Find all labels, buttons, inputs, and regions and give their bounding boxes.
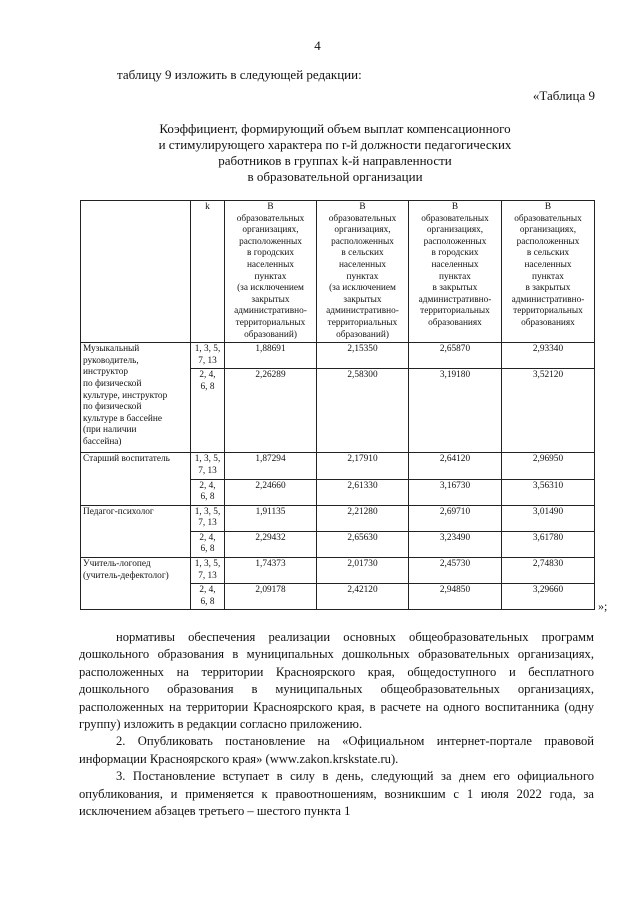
value-cell: 1,74373 <box>225 558 317 584</box>
k-groups: 2, 4, 6, 8 <box>191 584 225 610</box>
k-groups: 2, 4, 6, 8 <box>191 479 225 505</box>
value-cell: 2,15350 <box>317 343 409 369</box>
value-cell: 2,26289 <box>225 369 317 453</box>
k-groups: 1, 3, 5, 7, 13 <box>191 343 225 369</box>
paragraph-norms: нормативы обеспечения реализации основных общеобразовательных программ дошкольного образования в муниципальных дошкольных образовательных организациях, расположенных на территории Красноярского края, общедоступного и бесплатного дошкольного образования в муниципальных общеобразовательных организациях, расположенных на территории Красноярского края, в расчете на одного воспитанника (одну группу) изложить в редакции согласно приложению. <box>79 630 594 732</box>
value-cell: 2,24660 <box>225 479 317 505</box>
value-cell: 2,17910 <box>317 453 409 479</box>
table-row <box>81 343 595 369</box>
value-cell: 2,65630 <box>317 531 409 557</box>
position-name: Старший воспитатель <box>81 453 191 505</box>
value-cell: 3,01490 <box>502 505 595 531</box>
value-cell: 1,91135 <box>225 505 317 531</box>
value-cell: 3,19180 <box>409 369 502 453</box>
position-name: Музыкальный руководитель, инструктор по физической культуре, инструктор по физической культуре в бассейне (при наличии бассейна) <box>81 343 191 453</box>
value-cell: 2,29432 <box>225 531 317 557</box>
position-name: Педагог-психолог <box>81 505 191 557</box>
value-cell: 2,74830 <box>502 558 595 584</box>
value-cell: 2,65870 <box>409 343 502 369</box>
value-cell: 2,96950 <box>502 453 595 479</box>
value-cell: 3,23490 <box>409 531 502 557</box>
paragraph-3: 3. Постановление вступает в силу в день, следующий за днем его официального опубликования, и применяется к правоотношениям, возникшим с 1 июля 2022 года, за исключением абзацев третьего – шестого пункта 1 <box>79 769 594 819</box>
k-groups: 1, 3, 5, 7, 13 <box>191 505 225 531</box>
header-rural: В образовательных организациях, расположенных в сельских населенных пунктах (за исключением закрытых административно- территориальных образований) <box>317 201 409 343</box>
table-row <box>81 453 595 479</box>
header-k: k <box>191 201 225 343</box>
value-cell: 2,69710 <box>409 505 502 531</box>
k-groups: 1, 3, 5, 7, 13 <box>191 453 225 479</box>
title-line: Коэффициент, формирующий объем выплат компенсационного <box>159 121 511 136</box>
value-cell: 3,56310 <box>502 479 595 505</box>
table-row <box>81 558 595 584</box>
k-groups: 2, 4, 6, 8 <box>191 531 225 557</box>
value-cell: 2,45730 <box>409 558 502 584</box>
value-cell: 2,94850 <box>409 584 502 610</box>
k-groups: 1, 3, 5, 7, 13 <box>191 558 225 584</box>
value-cell: 3,29660 <box>502 584 595 610</box>
header-urban: В образовательных организациях, расположенных в городских населенных пунктах (за исключением закрытых административно- территориальных образований) <box>225 201 317 343</box>
coefficient-table <box>80 200 595 610</box>
k-groups: 2, 4, 6, 8 <box>191 369 225 453</box>
header-urban-zato: В образовательных организациях, расположенных в городских населенных пунктах в закрытых административно- территориальных образованиях <box>409 201 502 343</box>
value-cell: 3,16730 <box>409 479 502 505</box>
value-cell: 2,09178 <box>225 584 317 610</box>
value-cell: 2,21280 <box>317 505 409 531</box>
value-cell: 3,61780 <box>502 531 595 557</box>
value-cell: 2,01730 <box>317 558 409 584</box>
body-text <box>79 629 594 820</box>
value-cell: 2,58300 <box>317 369 409 453</box>
value-cell: 2,61330 <box>317 479 409 505</box>
value-cell: 2,93340 <box>502 343 595 369</box>
table-reference: «Таблица 9 <box>532 88 595 103</box>
header-position <box>81 201 191 343</box>
value-cell: 1,88691 <box>225 343 317 369</box>
header-row <box>81 201 595 343</box>
value-cell: 1,87294 <box>225 453 317 479</box>
table-title <box>110 121 560 185</box>
closing-quote: »; <box>598 599 608 613</box>
position-name: Учитель-логопед (учитель-дефектолог) <box>81 558 191 610</box>
value-cell: 2,42120 <box>317 584 409 610</box>
table-row <box>81 505 595 531</box>
paragraph-2: 2. Опубликовать постановление на «Официальном интернет-портале правовой информации Красноярского края» (www.zakon.krskstate.ru). <box>79 734 594 766</box>
value-cell: 3,52120 <box>502 369 595 453</box>
title-line: в образовательной организации <box>247 169 423 184</box>
title-line: работников в группах k-й направленности <box>218 153 452 168</box>
page-number: 4 <box>314 38 321 53</box>
intro-line: таблицу 9 изложить в следующей редакции: <box>117 67 362 82</box>
value-cell: 2,64120 <box>409 453 502 479</box>
header-rural-zato: В образовательных организациях, расположенных в сельских населенных пунктах в закрытых административно- территориальных образованиях <box>502 201 595 343</box>
title-line: и стимулирующего характера по r-й должности педагогических <box>158 137 512 152</box>
